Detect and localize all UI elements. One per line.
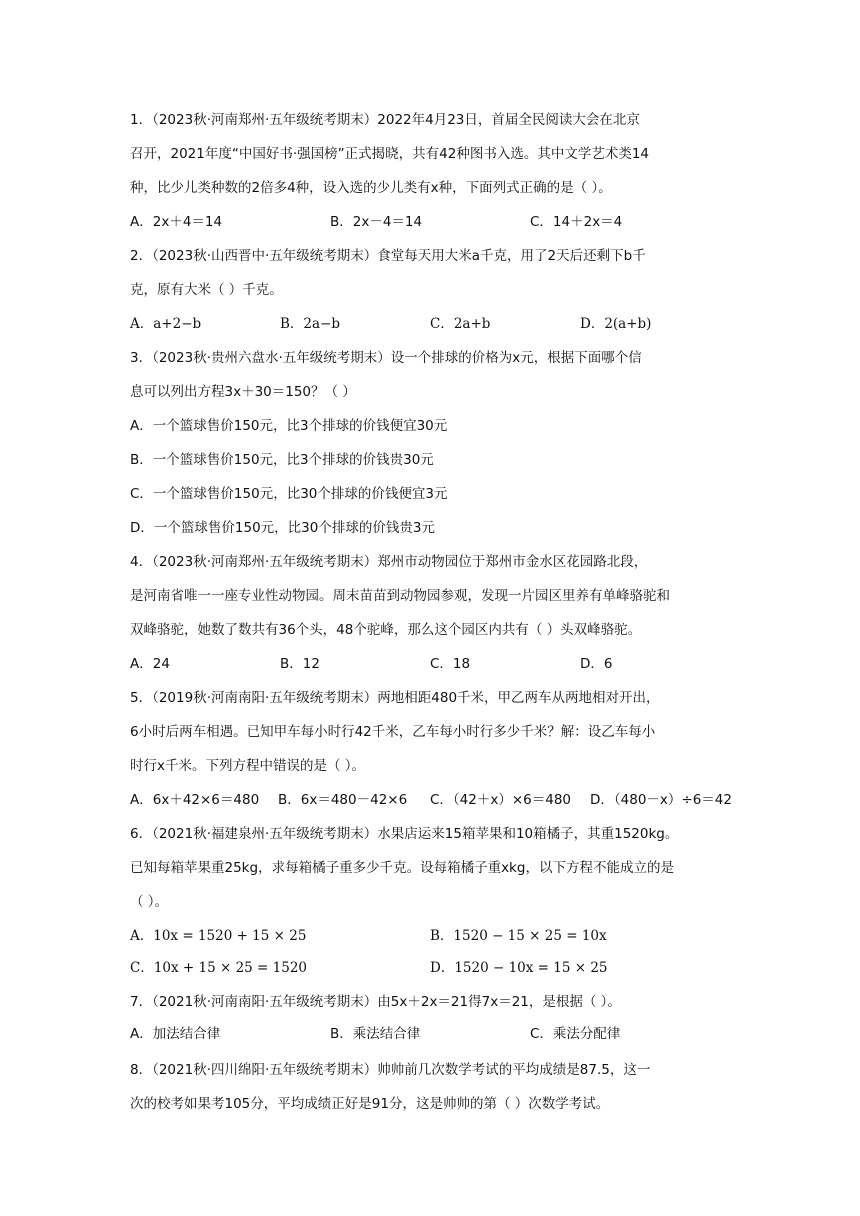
q3-line-1: 3．（2023秋·贵州六盘水·五年级统考期末）设一个排球的价格为x元，根据下面哪个信 (130, 350, 642, 366)
q4-line-2: 是河南省唯一一座专业性动物园。周末苗苗到动物园参观，发现一片园区里养有单峰骆驼和 (130, 588, 670, 604)
q5-option-c: C．（42＋x）×6＝480 (430, 792, 572, 808)
q2-option-d: D．2(a+b) (580, 316, 652, 332)
q6-option-a: A．10x = 1520 + 15 × 25 (130, 928, 307, 944)
q1-line-1: 1．（2023秋·河南郑州·五年级统考期末）2022年4月23日，首届全民阅读大会在北京 (130, 112, 640, 128)
q2-line-2: 克，原有大米（ ）千克。 (130, 282, 283, 298)
q3-line-2: 息可以列出方程3x＋30＝150？（ ） (130, 384, 356, 400)
q5-option-b: B．6x＝480－42×6 (278, 792, 408, 808)
q7-option-c: C．乘法分配律 (530, 1026, 621, 1042)
q1-option-c: C．14＋2x＝4 (530, 214, 623, 230)
q2-option-b: B．2a−b (280, 316, 341, 332)
q6-line-2: 已知每箱苹果重25kg，求每箱橘子重多少千克。设每箱橘子重xkg，以下方程不能成立的是 (130, 860, 674, 876)
q1-line-2: 召开，2021年度“中国好书·强国榜”正式揭晓，共有42种图书入选。其中文学艺术类14 (130, 146, 649, 162)
q7-line-1: 7．（2021秋·河南南阳·五年级统考期末）由5x＋2x＝21得7x＝21，是根据（ ）。 (130, 994, 621, 1010)
q6-option-b: B．1520 − 15 × 25 = 10x (430, 928, 607, 944)
q3-option-d: D．一个篮球售价150元，比30个排球的价钱贵3元 (130, 520, 435, 536)
q3-option-c: C．一个篮球售价150元，比30个排球的价钱便宜3元 (130, 486, 448, 502)
q5-line-2: 6小时后两车相遇。已知甲车每小时行42千米，乙车每小时行多少千米？解：设乙车每小 (130, 724, 656, 740)
q6-line-1: 6．（2021秋·福建泉州·五年级统考期末）水果店运来15箱苹果和10箱橘子，其重1520kg。 (130, 826, 679, 842)
q8-line-2: 次的校考如果考105分，平均成绩正好是91分，这是帅帅的第（ ）次数学考试。 (130, 1096, 610, 1112)
q6-option-d: D．1520 − 10x = 15 × 25 (430, 960, 608, 976)
q6-line-3: （ ）。 (130, 894, 169, 910)
q5-option-a: A．6x＋42×6＝480 (130, 792, 260, 808)
q5-line-3: 时行x千米。下列方程中错误的是（ ）。 (130, 758, 366, 774)
q5-option-d: D．（480－x）÷6＝42 (590, 792, 732, 808)
q4-option-a: A．24 (130, 656, 170, 672)
q6-option-c: C．10x + 15 × 25 = 1520 (130, 960, 308, 976)
q4-option-b: B．12 (280, 656, 320, 672)
q8-line-1: 8．（2021秋·四川绵阳·五年级统考期末）帅帅前几次数学考试的平均成绩是87.5，这一 (130, 1062, 651, 1078)
q4-line-3: 双峰骆驼，她数了数共有36个头，48个驼峰，那么这个园区内共有（ ）头双峰骆驼。 (130, 622, 642, 638)
q2-option-c: C．2a+b (430, 316, 491, 332)
q1-option-a: A．2x＋4＝14 (130, 214, 223, 230)
q2-line-1: 2．（2023秋·山西晋中·五年级统考期末）食堂每天用大米a千克，用了2天后还剩下b千 (130, 248, 646, 264)
q2-option-a: A．a+2−b (130, 316, 202, 332)
q7-option-a: A．加法结合律 (130, 1026, 221, 1042)
q1-option-b: B．2x－4＝14 (330, 214, 423, 230)
q7-option-b: B．乘法结合律 (330, 1026, 421, 1042)
q3-option-b: B．一个篮球售价150元，比3个排球的价钱贵30元 (130, 452, 434, 468)
q5-line-1: 5．（2019秋·河南南阳·五年级统考期末）两地相距480千米，甲乙两车从两地相对开出， (130, 690, 660, 706)
q4-line-1: 4．（2023秋·河南郑州·五年级统考期末）郑州市动物园位于郑州市金水区花园路北段， (130, 554, 648, 570)
q4-option-d: D．6 (580, 656, 613, 672)
q3-option-a: A．一个篮球售价150元，比3个排球的价钱便宜30元 (130, 418, 448, 434)
q1-line-3: 种，比少儿类种数的2倍多4种，设入选的少儿类有x种，下面列式正确的是（ ）。 (130, 180, 612, 196)
q4-option-c: C．18 (430, 656, 471, 672)
